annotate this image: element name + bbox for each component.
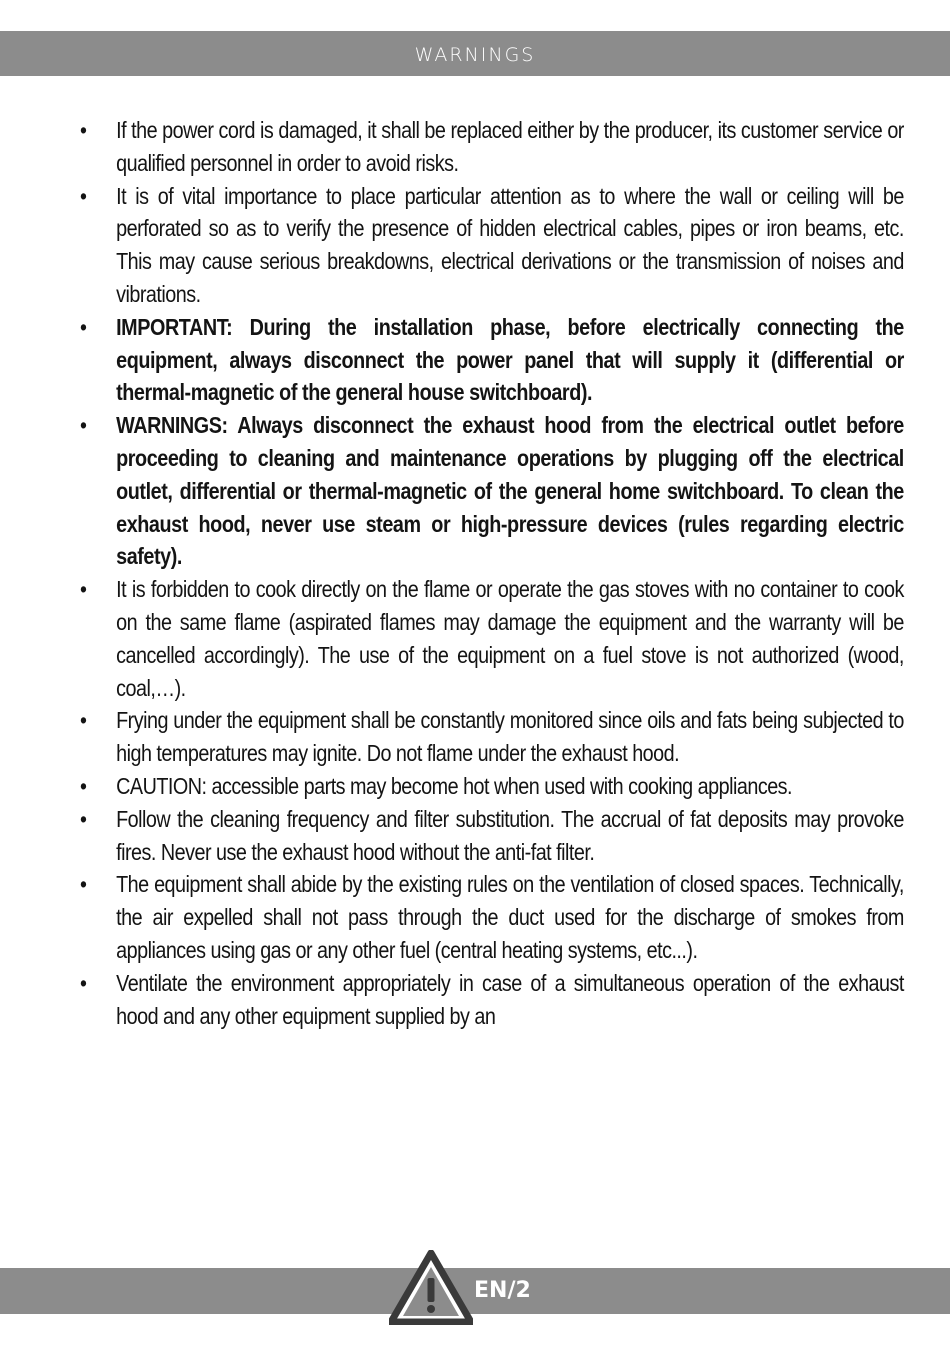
bullet-icon: • — [80, 969, 87, 996]
bullet-icon: • — [80, 805, 87, 832]
list-item — [80, 704, 904, 770]
list-item-text: It is of vital importance to place particular attention as to where the wall or ceiling will be perforated so as to verify the presence of hidden electrical cables, pipes or iron beams, etc. This may cause serious breakdowns, electrical derivations or the transmission of noises and vibrations. — [116, 182, 904, 307]
list-item-text: Ventilate the environment appropriately in case of a simultaneous operation of the exhaust hood and any other equipment supplied by an — [116, 969, 904, 1029]
list-item-text: WARNINGS: Always disconnect the exhaust hood from the electrical outlet before proceeding to cleaning and maintenance operations by plugging off the electrical outlet, differential or thermal-magnetic of the general home switchboard. To clean the exhaust hood, never use steam or high-pressure devices (rules regarding electric safety). — [116, 412, 904, 570]
page-section-title: WARNINGS — [414, 44, 536, 66]
bullet-icon: • — [80, 871, 87, 898]
bullet-icon: • — [80, 412, 87, 439]
list-item — [80, 573, 904, 704]
list-item — [80, 311, 904, 409]
list-item — [80, 868, 904, 966]
list-item-text: CAUTION: accessible parts may become hot when used with cooking appliances. — [116, 772, 793, 799]
bullet-icon: • — [80, 772, 87, 799]
list-item-text: Follow the cleaning frequency and filter substitution. The accrual of fat deposits may provoke fires. Never use the exhaust hood without the anti-fat filter. — [116, 805, 904, 865]
bullet-icon: • — [80, 117, 87, 143]
list-item-text: If the power cord is damaged, it shall be replaced either by the producer, its customer service or qualified personnel in order to avoid risks. — [116, 117, 904, 176]
bullet-icon: • — [80, 576, 87, 603]
header-bar — [0, 31, 950, 76]
bullet-icon: • — [80, 707, 87, 734]
list-item — [80, 409, 904, 573]
warnings-list — [80, 114, 904, 1032]
bullet-icon: • — [80, 313, 87, 340]
list-item — [80, 114, 904, 180]
bullet-icon: • — [80, 182, 87, 209]
list-item — [80, 180, 904, 311]
page-number: EN/2 — [474, 1278, 531, 1303]
list-item — [80, 967, 904, 1033]
list-item-text: Frying under the equipment shall be constantly monitored since oils and fats being subjected to high temperatures may ignite. Do not flame under the exhaust hood. — [116, 707, 904, 767]
list-item-text: It is forbidden to cook directly on the flame or operate the gas stoves with no container to cook on the same flame (aspirated flames may damage the equipment and the warranty will be cancelled accordingly). The use of the equipment on a fuel stove is not authorized (wood, coal,…). — [116, 576, 904, 701]
list-item — [80, 803, 904, 869]
warning-triangle-icon — [389, 1250, 473, 1325]
list-item — [80, 770, 904, 803]
list-item-text: The equipment shall abide by the existing rules on the ventilation of closed spaces. Technically, the air expelled shall not pass through the duct used for the discharge of smokes from appliances using gas or any other fuel (central heating systems, etc...). — [116, 871, 904, 963]
list-item-text: IMPORTANT: During the installation phase, before electrically connecting the equipment, always disconnect the power panel that will supply it (differential or thermal-magnetic of the general house switchboard). — [116, 313, 904, 406]
